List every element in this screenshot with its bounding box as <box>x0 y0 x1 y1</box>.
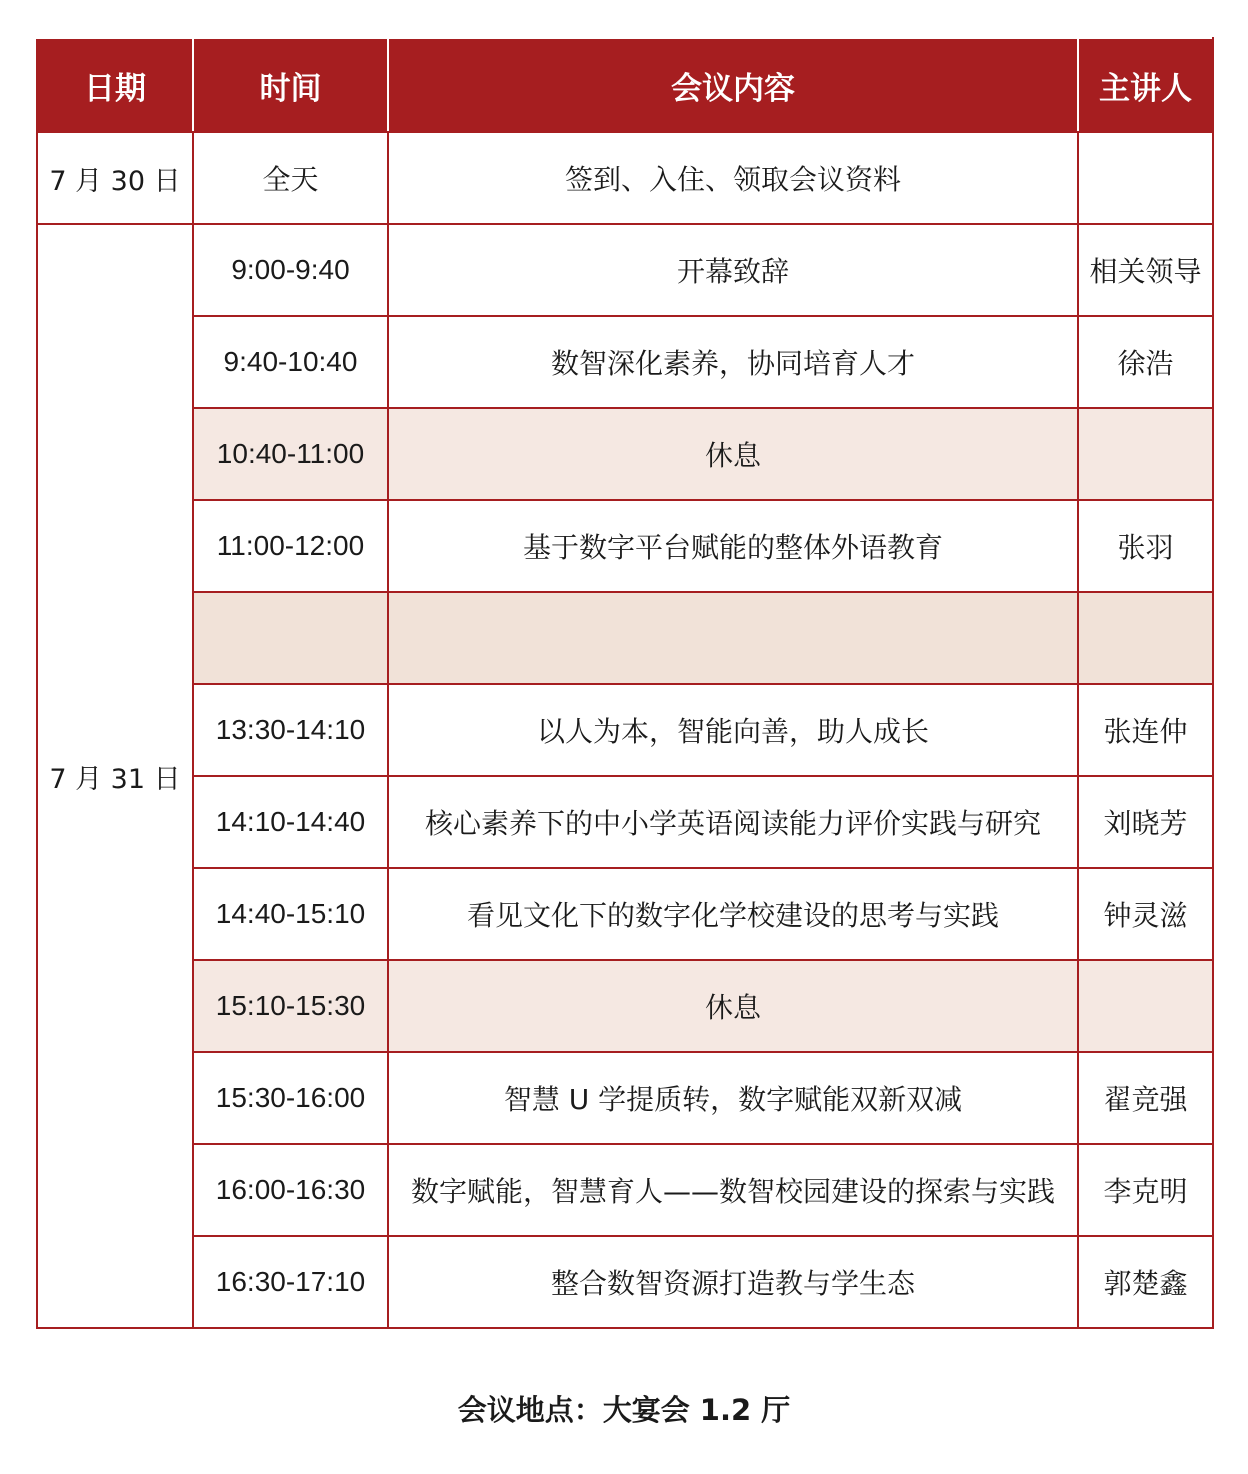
time-cell: 10:40-11:00 <box>193 408 388 500</box>
content-cell: 休息 <box>388 960 1078 1052</box>
table-row <box>37 316 1213 408</box>
header-time: 时间 <box>193 38 388 132</box>
time-cell: 14:40-15:10 <box>193 868 388 960</box>
break-row <box>37 408 1213 500</box>
header-row <box>37 38 1213 132</box>
speaker-cell: 翟竞强 <box>1078 1052 1213 1144</box>
content-cell: 数智深化素养，协同培育人才 <box>388 316 1078 408</box>
time-cell: 13:30-14:10 <box>193 684 388 776</box>
venue-text: 会议地点：大宴会 1.2 厅 <box>457 1393 791 1427</box>
speaker-cell <box>1078 960 1213 1052</box>
table-row <box>37 500 1213 592</box>
date-cell: 7 月 30 日 <box>37 132 193 224</box>
header-content: 会议内容 <box>388 38 1078 132</box>
content-cell: 智慧 U 学提质转，数字赋能双新双减 <box>388 1052 1078 1144</box>
content-cell: 数字赋能，智慧育人——数智校园建设的探索与实践 <box>388 1144 1078 1236</box>
table-row <box>37 132 1213 224</box>
table-row <box>37 776 1213 868</box>
table-row <box>37 1052 1213 1144</box>
speaker-cell <box>1078 592 1213 684</box>
time-cell: 15:30-16:00 <box>193 1052 388 1144</box>
agenda-table <box>36 37 1214 1329</box>
header-speaker: 主讲人 <box>1078 38 1213 132</box>
content-cell <box>388 592 1078 684</box>
table-row <box>37 868 1213 960</box>
time-cell: 16:30-17:10 <box>193 1236 388 1328</box>
content-cell: 整合数智资源打造教与学生态 <box>388 1236 1078 1328</box>
speaker-cell: 郭楚鑫 <box>1078 1236 1213 1328</box>
content-cell: 基于数字平台赋能的整体外语教育 <box>388 500 1078 592</box>
content-cell: 开幕致辞 <box>388 224 1078 316</box>
content-cell: 休息 <box>388 408 1078 500</box>
table-row <box>37 224 1213 316</box>
table-row <box>37 684 1213 776</box>
speaker-cell <box>1078 132 1213 224</box>
time-cell: 9:00-9:40 <box>193 224 388 316</box>
content-cell: 核心素养下的中小学英语阅读能力评价实践与研究 <box>388 776 1078 868</box>
table-row <box>37 1144 1213 1236</box>
time-cell: 9:40-10:40 <box>193 316 388 408</box>
header-date: 日期 <box>37 38 193 132</box>
speaker-cell <box>1078 408 1213 500</box>
content-cell: 签到、入住、领取会议资料 <box>388 132 1078 224</box>
table-row <box>37 1236 1213 1328</box>
speaker-cell: 张连仲 <box>1078 684 1213 776</box>
time-cell: 11:00-12:00 <box>193 500 388 592</box>
speaker-cell: 刘晓芳 <box>1078 776 1213 868</box>
date-cell: 7 月 31 日 <box>37 224 193 1328</box>
speaker-cell: 李克明 <box>1078 1144 1213 1236</box>
speaker-cell: 钟灵滋 <box>1078 868 1213 960</box>
lunch-row <box>37 592 1213 684</box>
content-cell: 以人为本，智能向善，助人成长 <box>388 684 1078 776</box>
break-row <box>37 960 1213 1052</box>
content-cell: 看见文化下的数字化学校建设的思考与实践 <box>388 868 1078 960</box>
time-cell: 14:10-14:40 <box>193 776 388 868</box>
speaker-cell: 相关领导 <box>1078 224 1213 316</box>
speaker-cell: 张羽 <box>1078 500 1213 592</box>
speaker-cell: 徐浩 <box>1078 316 1213 408</box>
time-cell <box>193 592 388 684</box>
time-cell: 16:00-16:30 <box>193 1144 388 1236</box>
time-cell: 全天 <box>193 132 388 224</box>
time-cell: 15:10-15:30 <box>193 960 388 1052</box>
